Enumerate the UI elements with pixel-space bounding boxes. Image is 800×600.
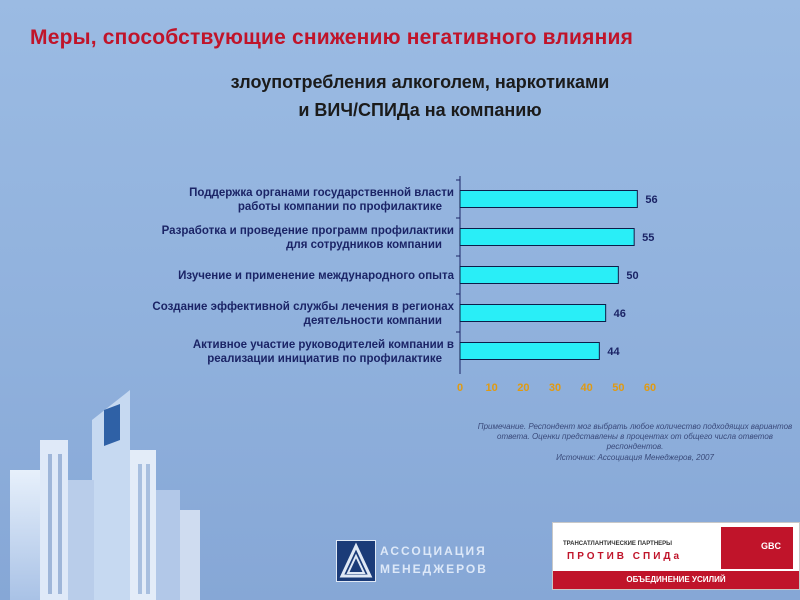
- bar-value-label: 56: [645, 194, 658, 206]
- bar-value-label: 46: [613, 308, 626, 320]
- title-line-1: Меры, способствующие снижению негативного влияния: [30, 26, 634, 49]
- x-tick-label: 20: [517, 382, 530, 394]
- bar-value-label: 44: [607, 346, 620, 358]
- city-skyline-illustration: [0, 380, 200, 600]
- partner-main-text: ПРОТИВ СПИДа: [567, 551, 683, 562]
- bar-4: [460, 305, 606, 322]
- partner-top-text: ТРАНСАТЛАНТИЧЕСКИЕ ПАРТНЕРЫ: [563, 541, 673, 547]
- category-label: для сотрудников компании: [286, 239, 442, 251]
- bar-5: [460, 343, 599, 360]
- note-source: Источник: Ассоциация Менеджеров, 2007: [556, 453, 714, 462]
- x-tick-label: 0: [456, 382, 464, 394]
- x-tick-label: 10: [485, 382, 498, 394]
- bar-1: [460, 191, 637, 208]
- gbc-logo-text: GBC: [761, 541, 781, 551]
- x-tick-label: 50: [612, 382, 625, 394]
- association-logo-line2: МЕНЕДЖЕРОВ: [380, 562, 488, 576]
- association-logo-icon: [336, 540, 376, 582]
- bar-3: [460, 267, 618, 284]
- x-tick-label: 30: [548, 382, 562, 394]
- chart-note: [470, 422, 800, 463]
- x-tick-label: 60: [643, 382, 657, 394]
- category-label: Создание эффективной службы лечения в регионах: [152, 301, 454, 313]
- partner-footer-text: ОБЪЕДИНЕНИЕ УСИЛИЙ: [553, 571, 799, 589]
- association-logo-line1: АССОЦИАЦИЯ: [380, 544, 487, 558]
- category-label: деятельности компании: [303, 315, 442, 327]
- category-label: работы компании по профилактике: [237, 201, 442, 213]
- title-line-2: злоупотребления алкоголем, наркотиками: [230, 72, 610, 92]
- category-label: Поддержка органами государственной власти: [189, 187, 454, 199]
- gbc-logo: [721, 527, 793, 569]
- category-label: Активное участие руководителей компании в: [192, 339, 454, 351]
- bar-2: [460, 229, 634, 246]
- title-line-3: и ВИЧ/СПИДа на компанию: [298, 100, 542, 120]
- bar-chart: [0, 160, 800, 410]
- category-label: Разработка и проведение программ профилактики: [161, 225, 454, 237]
- category-label: Изучение и применение международного опыта: [178, 270, 454, 282]
- association-managers-logo: [336, 540, 496, 584]
- note-text: Примечание. Респондент мог выбрать любое количество подходящих вариантов ответа. Оценки представлены в процентах от общего числа ответов респондентов.: [477, 422, 793, 451]
- category-label: реализации инициатив по профилактике: [207, 353, 442, 365]
- partner-logos-panel: [552, 522, 800, 590]
- x-tick-label: 40: [580, 382, 593, 394]
- bar-value-label: 55: [642, 232, 655, 244]
- skyline-buildings: [10, 390, 200, 600]
- bar-value-label: 50: [626, 270, 639, 282]
